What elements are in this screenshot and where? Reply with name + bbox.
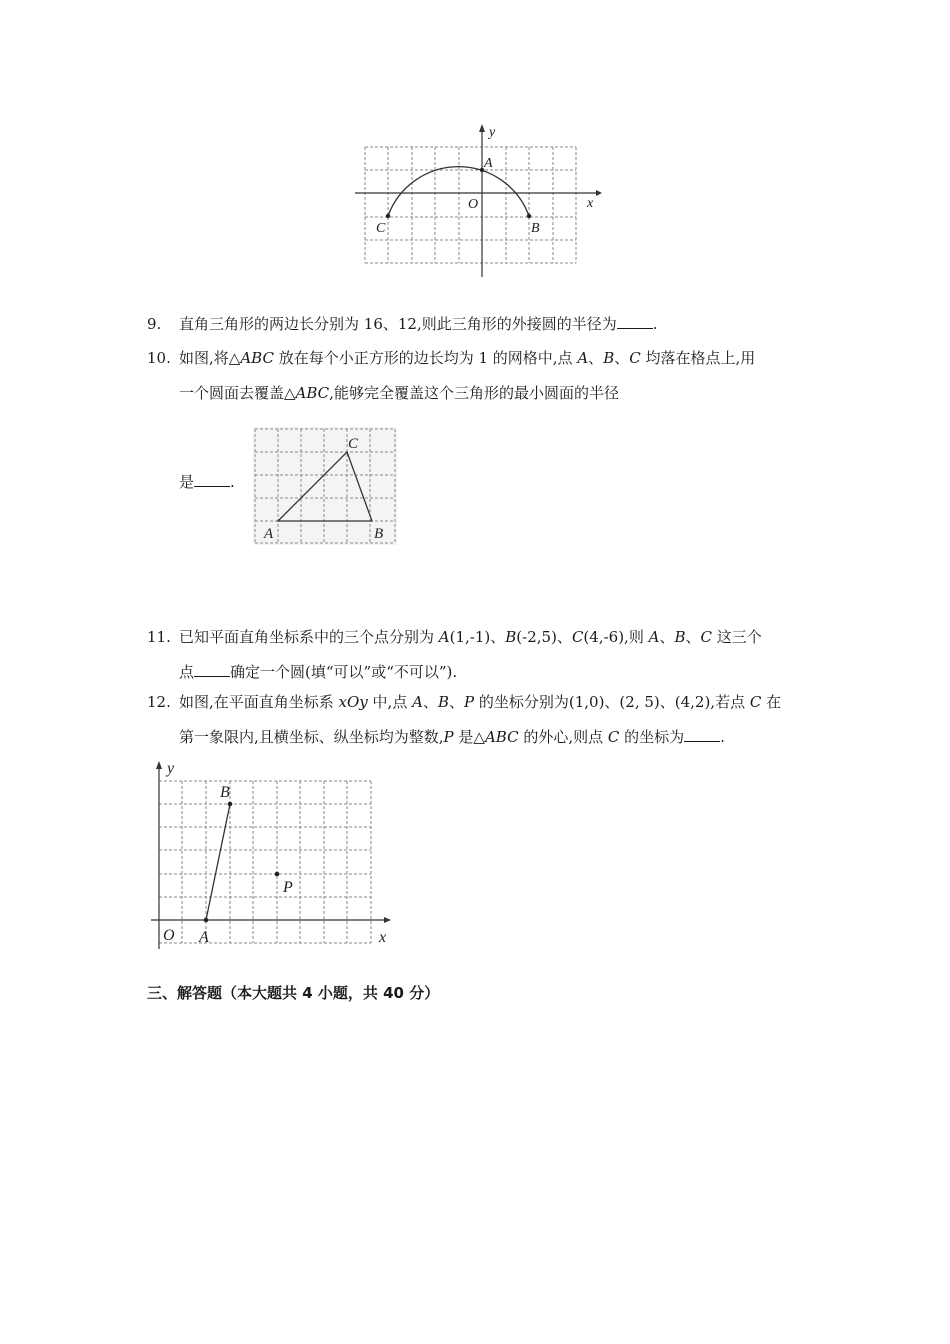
question-text-line-2: 点 确定一个圆(填“可以”或“不可以”). <box>179 663 458 681</box>
point-a <box>204 918 209 923</box>
question-text-line-1: 如图,在平面直角坐标系 xOy 中,点 A、B、P 的坐标分别为(1,0)、(2, 5)、(4,2),若点 C 在 <box>179 693 782 711</box>
question-text: 直角三角形的两边长分别为 16、12,则此三角形的外接圆的半径为 . <box>179 315 658 333</box>
point-b <box>228 802 233 807</box>
label-p: P <box>283 879 293 896</box>
label-b: B <box>374 526 384 542</box>
point-b <box>527 214 531 218</box>
triangle-figure <box>250 424 400 549</box>
answer-blank <box>194 472 230 487</box>
question-number: 10. <box>147 349 171 367</box>
label-o: O <box>468 197 479 212</box>
label-b: B <box>531 221 540 236</box>
question-text-line-1: 已知平面直角坐标系中的三个点分别为 A(1,-1)、B(-2,5)、C(4,-6),则 A、B、C 这三个 <box>179 628 762 646</box>
answer-blank <box>617 314 653 329</box>
label-b: B <box>220 784 230 801</box>
question-text-line-2: 一个圆面去覆盖△ABC,能够完全覆盖这个三角形的最小圆面的半径 <box>179 384 619 402</box>
point-c <box>386 214 390 218</box>
y-axis-arrow <box>479 124 485 132</box>
label-a: A <box>264 526 274 542</box>
x-axis-arrow <box>384 917 391 923</box>
arc-figure <box>350 120 610 280</box>
label-y: y <box>489 125 496 140</box>
question-10-line-3: 是 . <box>179 473 235 491</box>
label-c: C <box>376 221 386 236</box>
label-a: A <box>199 929 209 946</box>
question-number: 9. <box>147 315 162 333</box>
answer-blank <box>194 662 230 677</box>
answer-blank <box>684 727 720 742</box>
coordinate-figure <box>148 757 398 952</box>
question-text-line-2: 第一象限内,且横坐标、纵坐标均为整数,P 是△ABC 的外心,则点 C 的坐标为 . <box>179 728 725 746</box>
label-x: x <box>379 929 387 946</box>
label-y: y <box>167 760 175 777</box>
question-number: 11. <box>147 628 171 646</box>
x-axis-arrow <box>596 190 602 196</box>
label-o: O <box>163 927 175 944</box>
question-number: 12. <box>147 693 171 711</box>
label-c: C <box>348 436 359 452</box>
segment-ab <box>206 804 230 920</box>
point-p <box>275 872 280 877</box>
question-text-line-1: 如图,将△ABC 放在每个小正方形的边长均为 1 的网格中,点 A、B、C 均落在格点上,用 <box>179 349 756 367</box>
y-axis-arrow <box>156 761 162 769</box>
label-a: A <box>484 156 493 171</box>
section-3-heading: 三、解答题（本大题共 4 小题，共 40 分） <box>147 984 440 1002</box>
coordinate-grid <box>159 781 371 943</box>
label-x: x <box>587 196 594 211</box>
